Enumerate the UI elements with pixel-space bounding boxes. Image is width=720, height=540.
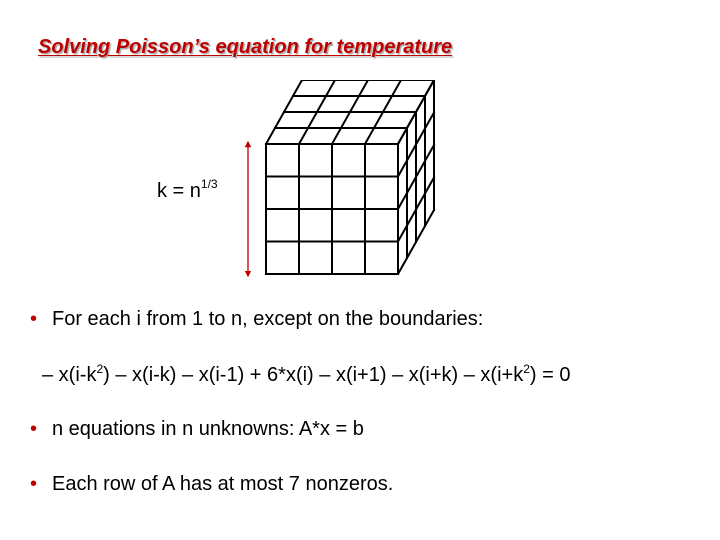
bullet-marker: • — [30, 308, 38, 330]
equation-sup-1: 2 — [96, 362, 104, 376]
slide-title: Solving Poisson’s equation for temperature — [38, 36, 453, 58]
equation-part-1: – x(i-k — [42, 364, 97, 386]
k-formula-exponent: 1/3 — [200, 177, 218, 191]
poisson-equation — [42, 364, 570, 387]
bullet-text: For each i from 1 to n, except on the boundaries: — [52, 308, 484, 330]
bullet-marker: • — [30, 473, 38, 495]
bullet-marker: • — [30, 418, 38, 440]
equation-sup-2: 2 — [523, 362, 530, 376]
k-formula-label — [157, 177, 218, 203]
k-formula-base: k = n — [157, 180, 201, 202]
bullet-text: Each row of A has at most 7 nonzeros. — [52, 473, 394, 495]
equation-part-3: ) = 0 — [529, 364, 571, 386]
bullet-text: n equations in n unknowns: A*x = b — [52, 418, 364, 440]
cube-grid-diagram — [238, 80, 438, 290]
equation-part-2: ) – x(i-k) – x(i-1) + 6*x(i) – x(i+1) – x(i+k) – x(i+k — [103, 364, 524, 386]
